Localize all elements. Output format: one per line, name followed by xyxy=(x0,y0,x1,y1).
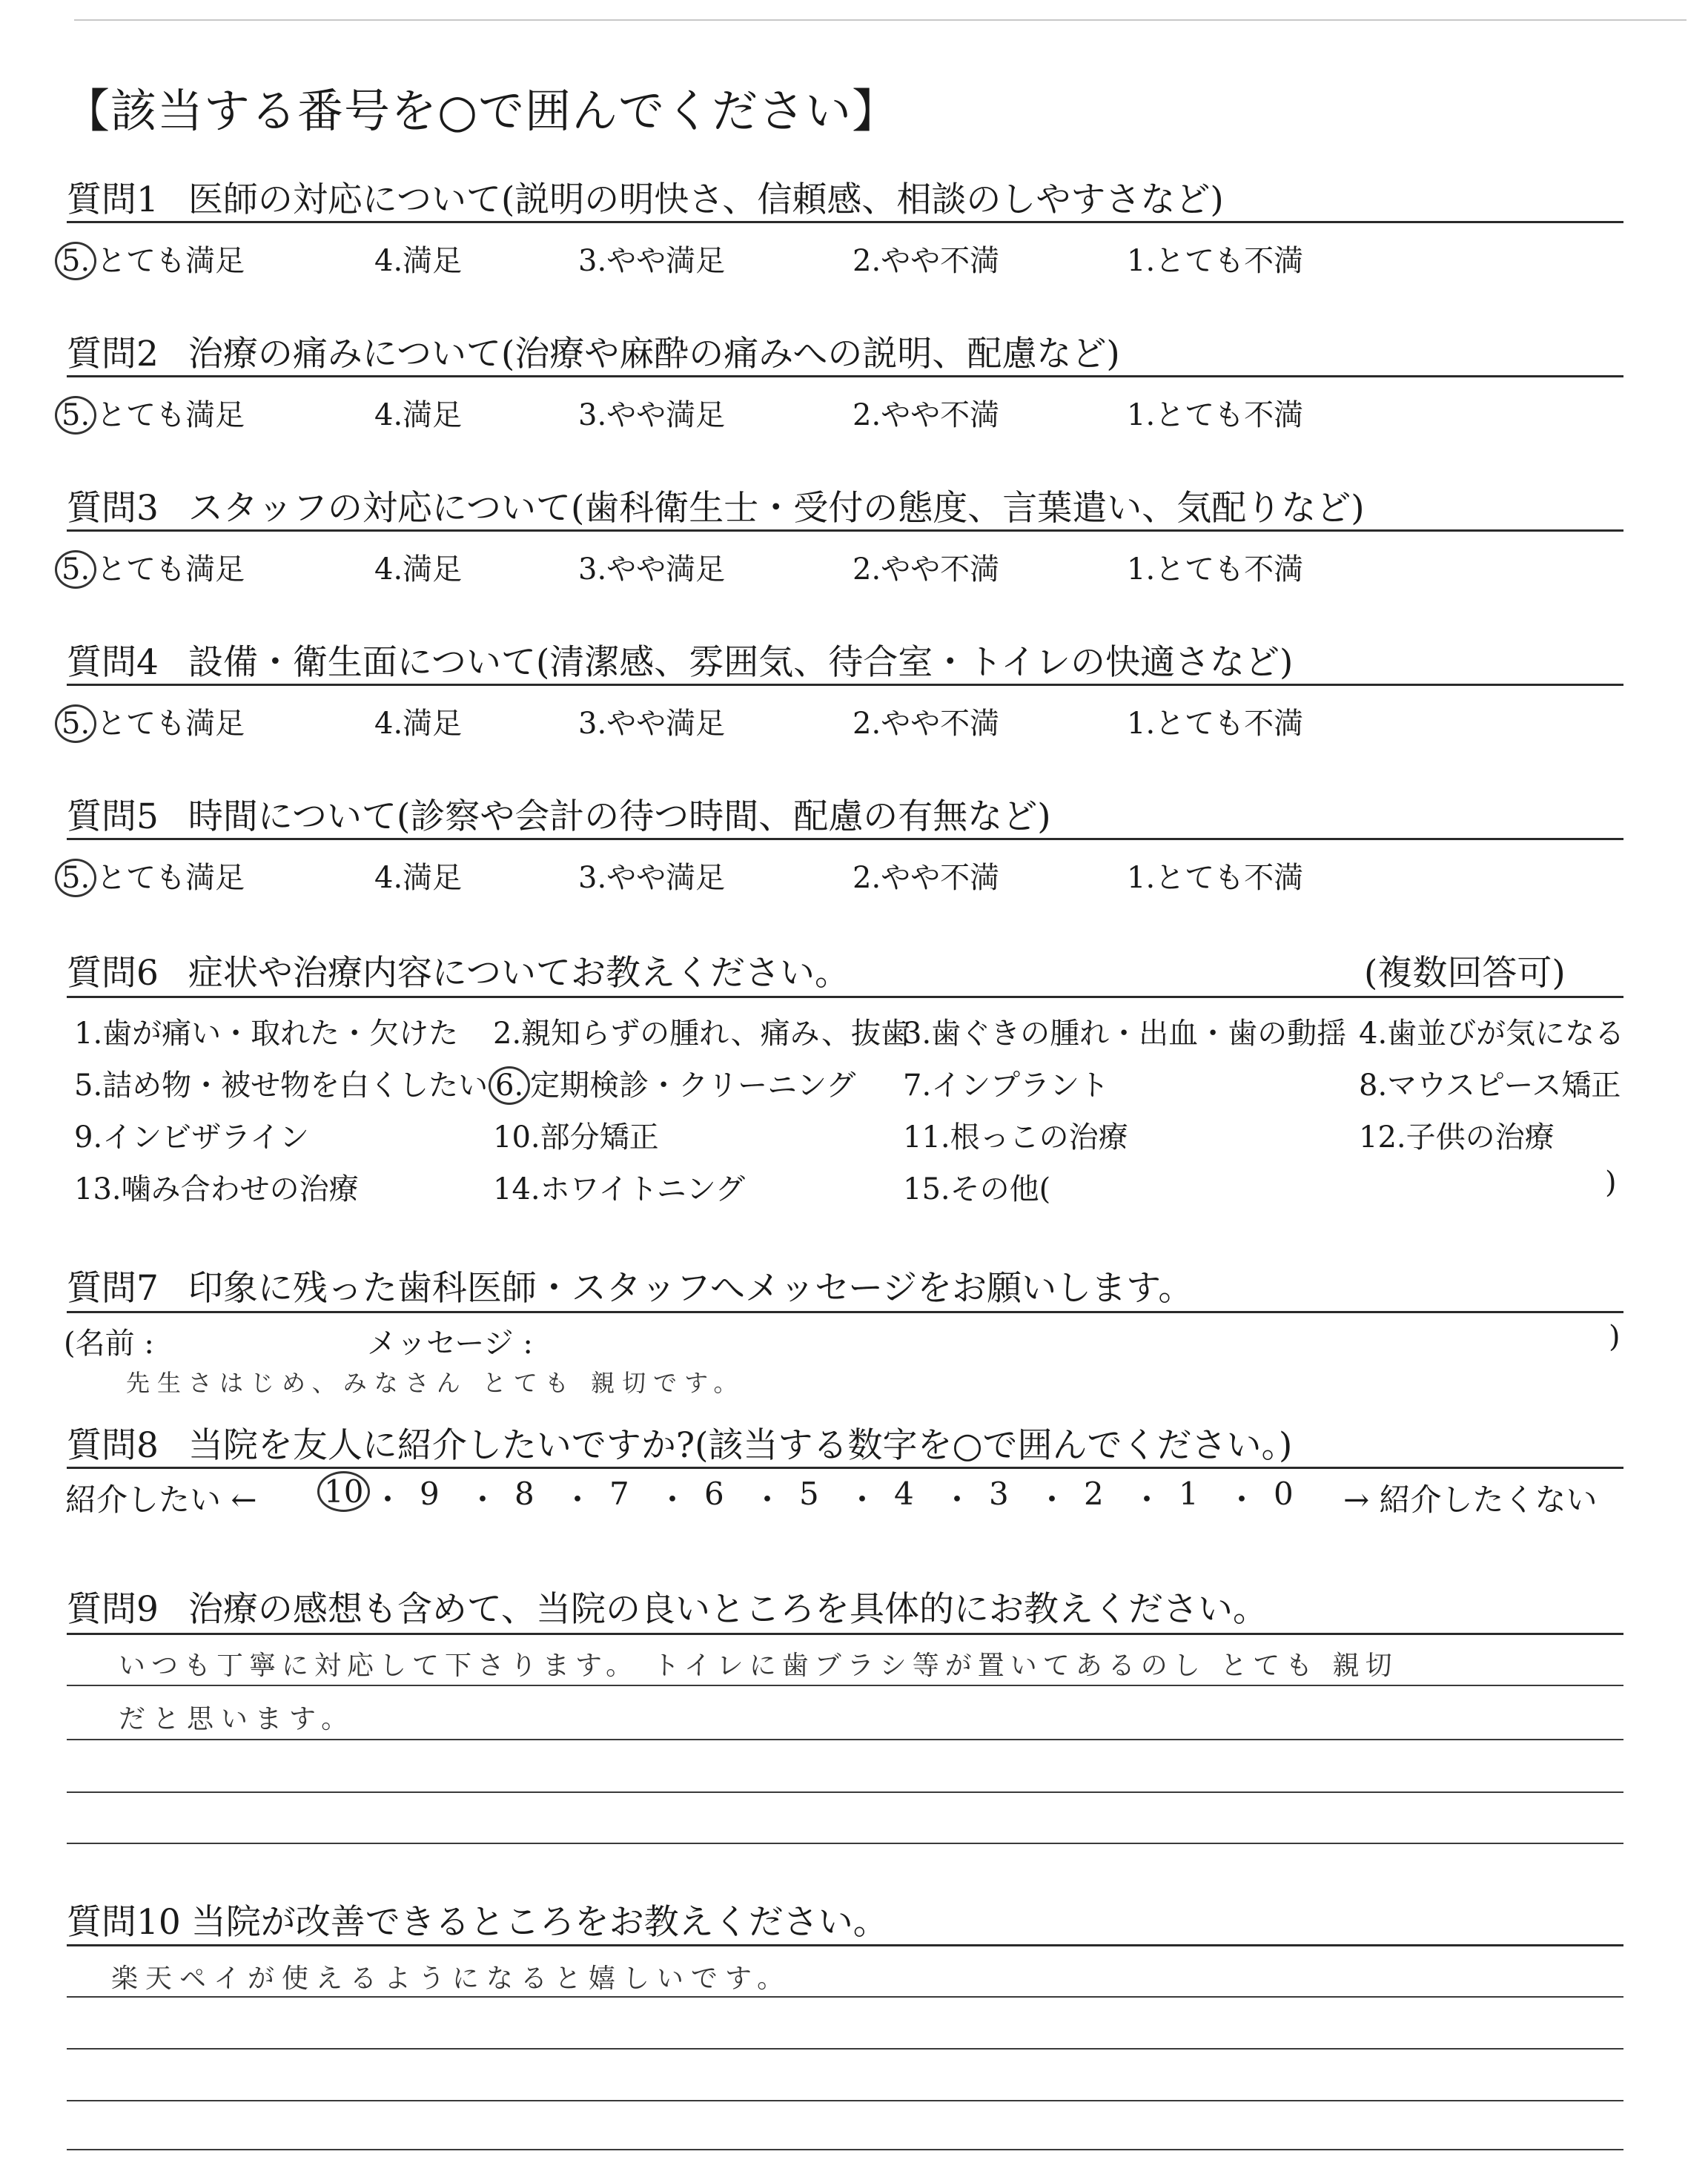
q8-scale-separator: ・ xyxy=(752,1482,784,1518)
q6-option-11[interactable] xyxy=(903,1114,1128,1156)
q6-option-12-number: 12. xyxy=(1359,1120,1406,1155)
q1-option-4-label: 満足 xyxy=(403,244,463,278)
q9-title-row xyxy=(67,1582,1268,1631)
q1-title: 医師の対応について(説明の明快さ、信頼感、相談のしやすさなど) xyxy=(188,179,1224,220)
q3-option-5[interactable] xyxy=(59,546,245,588)
q6-option-6-number: 6. xyxy=(489,1066,530,1105)
q1-option-5-label: とても満足 xyxy=(96,244,245,278)
q6-title-row xyxy=(67,945,850,995)
q2-option-4-label: 満足 xyxy=(403,398,463,432)
q3-option-3-label: やや満足 xyxy=(606,552,726,587)
q10-title: 当院が改善できるところをお教えください。 xyxy=(191,1902,888,1943)
q6-option-8[interactable] xyxy=(1359,1062,1621,1104)
q8-scale-7[interactable]: 7 xyxy=(609,1476,629,1512)
q1-option-1[interactable] xyxy=(1127,237,1303,280)
q6-option-9[interactable] xyxy=(74,1114,309,1156)
q6-option-2[interactable] xyxy=(493,1010,910,1052)
q5-option-5-number: 5. xyxy=(55,859,96,897)
q6-option-8-number: 8. xyxy=(1359,1069,1388,1103)
q9-answer-rule-2 xyxy=(67,1739,1623,1740)
q2-option-3-label: やや満足 xyxy=(606,398,726,432)
q1-option-1-number: 1. xyxy=(1127,244,1156,278)
q2-option-5-label: とても満足 xyxy=(96,398,245,432)
q2-option-5[interactable] xyxy=(59,392,245,434)
q5-option-3[interactable] xyxy=(578,854,725,896)
q1-option-3[interactable] xyxy=(578,237,725,280)
q5-option-3-number: 3. xyxy=(578,861,607,895)
q5-option-5-label: とても満足 xyxy=(96,861,245,895)
q5-option-1[interactable] xyxy=(1127,854,1303,896)
q2-option-2-label: やや不満 xyxy=(881,398,1000,432)
q10-answer-rule-4 xyxy=(67,2149,1623,2150)
q8-scale-4[interactable]: 4 xyxy=(894,1476,914,1512)
q4-option-3[interactable] xyxy=(578,700,725,742)
q2-title-row xyxy=(67,326,1120,376)
q6-option-4-label: 歯並びが気になる xyxy=(1387,1017,1625,1051)
q3-number: 質問3 xyxy=(67,488,159,529)
q4-options xyxy=(52,700,1386,744)
q4-title-row xyxy=(67,635,1293,684)
q5-option-2[interactable] xyxy=(853,854,999,896)
q4-option-4[interactable] xyxy=(374,700,462,742)
q6-option-6-label: 定期検診・クリーニング xyxy=(530,1069,856,1103)
q7-name-label: (名前 : xyxy=(64,1327,154,1361)
q8-scale-10[interactable]: 10 xyxy=(317,1471,370,1512)
q8-left-label: 紹介したい ← xyxy=(65,1482,257,1518)
q7-title: 印象に残った歯科医師・スタッフへメッセージをお願いします。 xyxy=(188,1268,1194,1309)
q3-option-5-label: とても満足 xyxy=(96,552,245,587)
q10-answer-rule-1 xyxy=(67,1996,1623,1998)
q8-scale-9[interactable]: 9 xyxy=(420,1476,440,1512)
q6-option-12[interactable] xyxy=(1359,1114,1555,1156)
q2-rule xyxy=(67,375,1623,377)
q10-answer-rule-3 xyxy=(67,2100,1623,2101)
q6-option-1-number: 1. xyxy=(74,1017,103,1051)
q2-option-4-number: 4. xyxy=(374,398,403,432)
q3-option-2-label: やや不満 xyxy=(881,552,1000,587)
q4-rule xyxy=(67,684,1623,686)
q4-title: 設備・衛生面について(清潔感、雰囲気、待合室・トイレの快適さなど) xyxy=(188,642,1294,683)
q3-option-4-label: 満足 xyxy=(403,552,463,587)
q4-number: 質問4 xyxy=(67,642,159,683)
q5-option-2-label: やや不満 xyxy=(881,861,1000,895)
q5-option-4-label: 満足 xyxy=(403,861,463,895)
q10-number: 質問10 xyxy=(67,1902,181,1943)
q8-rule xyxy=(67,1467,1623,1469)
q1-option-3-label: やや満足 xyxy=(606,244,726,278)
q4-option-3-number: 3. xyxy=(578,707,607,741)
q4-option-5-label: とても満足 xyxy=(96,707,245,741)
q3-option-2-number: 2. xyxy=(853,552,881,587)
q6-option-13-label: 噛み合わせの治療 xyxy=(121,1172,359,1206)
q3-rule xyxy=(67,529,1623,532)
q3-title-row xyxy=(67,480,1365,530)
q6-option-14-label: ホワイトニング xyxy=(540,1172,746,1206)
q6-option-15-label: その他( xyxy=(950,1172,1051,1206)
q6-option-15-number: 15. xyxy=(903,1172,950,1206)
q5-option-1-number: 1. xyxy=(1127,861,1156,895)
q6-option-6[interactable] xyxy=(493,1062,855,1104)
q8-title: 当院を友人に紹介したいですか?(該当する数字を○で囲んでください。) xyxy=(188,1425,1293,1466)
q8-scale-2[interactable]: 2 xyxy=(1084,1476,1104,1512)
page-border-top xyxy=(74,19,1687,21)
q8-scale-0[interactable]: 0 xyxy=(1274,1476,1294,1512)
q4-option-2-number: 2. xyxy=(853,707,881,741)
q7-number: 質問7 xyxy=(67,1268,159,1309)
q6-option-14-number: 14. xyxy=(493,1172,540,1206)
q8-scale-5[interactable]: 5 xyxy=(799,1476,819,1512)
q6-rule xyxy=(67,996,1623,998)
q5-option-4-number: 4. xyxy=(374,861,403,895)
q6-option-3[interactable] xyxy=(903,1010,1346,1052)
q1-option-3-number: 3. xyxy=(578,244,607,278)
q5-rule xyxy=(67,838,1623,840)
q6-option-9-label: インビザライン xyxy=(102,1120,309,1155)
q8-scale-separator: ・ xyxy=(562,1482,594,1518)
q5-title-row xyxy=(67,789,1051,839)
q9-answer-rule-1 xyxy=(67,1685,1623,1686)
q1-option-1-label: とても不満 xyxy=(1155,244,1304,278)
q2-title: 治療の痛みについて(治療や麻酔の痛みへの説明、配慮など) xyxy=(188,334,1120,374)
q3-option-1-label: とても不満 xyxy=(1155,552,1304,587)
q8-scale-3[interactable]: 3 xyxy=(989,1476,1009,1512)
q8-scale-1[interactable]: 1 xyxy=(1179,1476,1199,1512)
q10-answer-rule-2 xyxy=(67,2048,1623,2050)
q5-option-1-label: とても不満 xyxy=(1155,861,1304,895)
q6-option-1-label: 歯が痛い・取れた・欠けた xyxy=(102,1017,459,1051)
q8-title-row xyxy=(67,1418,1292,1467)
q5-number: 質問5 xyxy=(67,796,159,837)
q4-option-4-number: 4. xyxy=(374,707,403,741)
q7-title-row xyxy=(67,1261,1193,1310)
q6-option-13-number: 13. xyxy=(74,1172,122,1206)
q6-option-11-label: 根っこの治療 xyxy=(950,1120,1128,1155)
q6-option-10-label: 部分矯正 xyxy=(540,1120,659,1155)
q1-option-4[interactable] xyxy=(374,237,462,280)
q6-option-10-number: 10. xyxy=(493,1120,540,1155)
q1-option-2-number: 2. xyxy=(853,244,881,278)
q3-option-5-number: 5. xyxy=(55,550,96,589)
q9-answer-line-1: いつも丁寧に対応して下さります。 トイレに歯ブラシ等が置いてあるのし とても 親切 xyxy=(119,1651,1398,1681)
q8-number: 質問8 xyxy=(67,1425,159,1466)
q8-scale-separator: ・ xyxy=(847,1482,878,1518)
q7-close-paren: ) xyxy=(1609,1320,1621,1354)
q7-rule xyxy=(67,1311,1623,1313)
instruction-heading: 【該当する番号を○で囲んでください】 xyxy=(64,84,899,138)
q5-option-2-number: 2. xyxy=(853,861,881,895)
q2-option-1-label: とても不満 xyxy=(1155,398,1304,432)
q9-answer-rule-4 xyxy=(67,1843,1623,1844)
q9-title: 治療の感想も含めて、当院の良いところを具体的にお教えください。 xyxy=(188,1589,1268,1630)
q6-option-8-label: マウスピース矯正 xyxy=(1387,1069,1621,1103)
q5-option-3-label: やや満足 xyxy=(606,861,726,895)
q3-option-4-number: 4. xyxy=(374,552,403,587)
q2-number: 質問2 xyxy=(67,334,159,374)
q6-option-14[interactable] xyxy=(493,1166,745,1208)
q6-other-close-paren: ) xyxy=(1605,1166,1617,1200)
q6-option-4[interactable] xyxy=(1359,1010,1624,1052)
q3-option-2[interactable] xyxy=(853,546,999,588)
q1-option-5-number: 5. xyxy=(55,242,96,280)
q2-option-5-number: 5. xyxy=(55,396,96,435)
q6-option-7-number: 7. xyxy=(903,1069,932,1103)
q2-option-2-number: 2. xyxy=(853,398,881,432)
q2-option-2[interactable] xyxy=(853,392,999,434)
q6-option-1[interactable] xyxy=(74,1010,458,1052)
q4-option-1[interactable] xyxy=(1127,700,1303,742)
q6-note: (複数回答可) xyxy=(1364,953,1566,994)
q8-scale-separator: ・ xyxy=(941,1482,973,1518)
q8-scale-separator: ・ xyxy=(467,1482,499,1518)
q6-option-3-label: 歯ぐきの腫れ・出血・歯の動揺 xyxy=(931,1017,1347,1051)
q3-option-4[interactable] xyxy=(374,546,462,588)
q7-message-label: メッセージ : xyxy=(367,1327,533,1361)
q6-option-11-number: 11. xyxy=(903,1120,950,1155)
q5-title: 時間について(診察や会計の待つ時間、配慮の有無など) xyxy=(188,796,1051,837)
q6-option-7-label: インプラント xyxy=(931,1069,1110,1103)
q6-option-2-label: 親知らずの腫れ、痛み、抜歯 xyxy=(521,1017,910,1051)
q8-scale-separator: ・ xyxy=(372,1482,404,1518)
q10-answer: 楽天ペイが使えるようになると嬉しいです。 xyxy=(111,1964,792,1994)
q4-option-2-label: やや不満 xyxy=(881,707,1000,741)
q3-option-1[interactable] xyxy=(1127,546,1303,588)
q1-option-2-label: やや不満 xyxy=(881,244,1000,278)
q1-number: 質問1 xyxy=(67,179,159,220)
q1-rule xyxy=(67,221,1623,223)
q4-option-5[interactable] xyxy=(59,700,245,742)
q6-option-4-number: 4. xyxy=(1359,1017,1388,1051)
q8-right-label: → 紹介したくない xyxy=(1343,1482,1598,1518)
q2-option-3[interactable] xyxy=(578,392,725,434)
q4-option-1-number: 1. xyxy=(1127,707,1156,741)
q9-number: 質問9 xyxy=(67,1589,159,1630)
q10-rule xyxy=(67,1944,1623,1946)
q3-title: スタッフの対応について(歯科衛生士・受付の態度、言葉遣い、気配りなど) xyxy=(188,488,1365,529)
q2-option-1[interactable] xyxy=(1127,392,1303,434)
q6-option-9-number: 9. xyxy=(74,1120,103,1155)
q3-option-3[interactable] xyxy=(578,546,725,588)
q3-option-1-number: 1. xyxy=(1127,552,1156,587)
q8-scale-8[interactable]: 8 xyxy=(514,1476,534,1512)
q4-option-4-label: 満足 xyxy=(403,707,463,741)
q5-option-4[interactable] xyxy=(374,854,462,896)
q6-option-5[interactable] xyxy=(74,1062,488,1104)
q6-option-15[interactable] xyxy=(903,1166,1050,1208)
q2-option-4[interactable] xyxy=(374,392,462,434)
q8-scale-separator: ・ xyxy=(1036,1482,1068,1518)
q2-option-3-number: 3. xyxy=(578,398,607,432)
q6-title: 症状や治療内容についてお教えください。 xyxy=(188,953,850,994)
q6-option-2-number: 2. xyxy=(493,1017,522,1051)
q1-option-4-number: 4. xyxy=(374,244,403,278)
q6-option-5-label: 詰め物・被せ物を白くしたい xyxy=(102,1069,489,1103)
q6-option-5-number: 5. xyxy=(74,1069,103,1103)
q4-option-1-label: とても不満 xyxy=(1155,707,1304,741)
q6-option-10[interactable] xyxy=(493,1114,659,1156)
q1-option-5[interactable] xyxy=(59,237,245,280)
q8-scale-separator: ・ xyxy=(1131,1482,1163,1518)
q5-options xyxy=(52,854,1386,899)
q1-options xyxy=(52,237,1386,282)
q8-scale-6[interactable]: 6 xyxy=(704,1476,724,1512)
q8-scale-separator: ・ xyxy=(657,1482,689,1518)
q6-number: 質問6 xyxy=(67,953,159,994)
q5-option-5[interactable] xyxy=(59,854,245,896)
q3-option-3-number: 3. xyxy=(578,552,607,587)
q6-option-12-label: 子供の治療 xyxy=(1406,1120,1555,1155)
q6-option-13[interactable] xyxy=(74,1166,359,1208)
q4-option-2[interactable] xyxy=(853,700,999,742)
q7-answer: 先生さはじめ、みなさん とても 親切です。 xyxy=(126,1369,745,1397)
q10-title-row xyxy=(67,1895,888,1944)
q4-option-5-number: 5. xyxy=(55,704,96,743)
q1-title-row xyxy=(67,172,1224,222)
q8-scale-separator: ・ xyxy=(1226,1482,1258,1518)
q9-answer-rule-3 xyxy=(67,1791,1623,1793)
q6-option-7[interactable] xyxy=(903,1062,1109,1104)
q2-options xyxy=(52,392,1386,436)
q3-options xyxy=(52,546,1386,590)
q9-answer-line-2: だと思います。 xyxy=(119,1704,356,1734)
q6-option-3-number: 3. xyxy=(903,1017,932,1051)
q9-rule xyxy=(67,1633,1623,1635)
q2-option-1-number: 1. xyxy=(1127,398,1156,432)
q1-option-2[interactable] xyxy=(853,237,999,280)
q4-option-3-label: やや満足 xyxy=(606,707,726,741)
